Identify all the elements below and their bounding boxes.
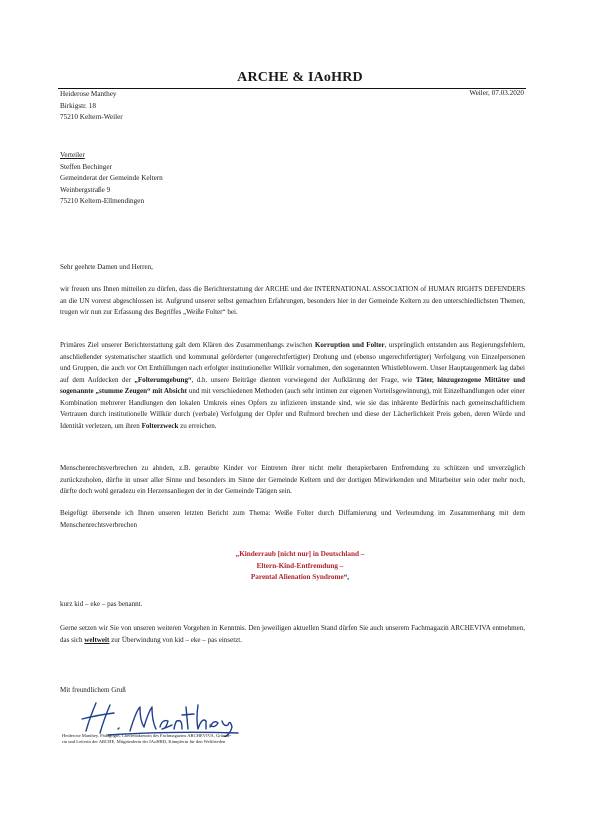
- recipient-address: [60, 150, 163, 208]
- sender-name: Heiderose Manthey: [60, 90, 117, 98]
- closing: Mit freundlichem Gruß: [60, 686, 126, 694]
- report-title-block: [150, 549, 450, 584]
- emphasis-folterzweck: Folterzweck: [141, 421, 179, 430]
- sender-street: Birkigstr. 18: [60, 101, 96, 110]
- paragraph-5: kurz kid – eke – pas benannt.: [60, 600, 143, 608]
- report-title-line-2: Eltern-Kind-Entfremdung –: [256, 561, 344, 570]
- recipient-city: 75210 Keltern-Ellmendingen: [60, 197, 145, 206]
- handwritten-signature: [78, 697, 248, 737]
- letterhead-title: ARCHE & IAoHRD: [237, 70, 363, 85]
- paragraph-4: Beigefügt übersende ich Ihnen unseren letzten Bericht zum Thema: Weiße Folter durch Diffamierung und Verleumdung im Zusammenhang mit dem Menschenrechtsverbrechen: [60, 509, 525, 529]
- paragraph-2: Primäres Ziel unserer Berichterstattung galt dem Klären des Zusammenhangs zwischen Korruption und Folter, ursprünglich entstanden aus Regierungsfehlern, anschließender systematischer staatlich und kommunal geförderter (ungerechtfertigter) Drohung und (ebenso ungerechtfertigter) Verfolgung von Einzelpersonen und Gruppen, die auch vor Ort Enthüllungen nach erfolgter institutioneller Willkür vornahmen, den sogenannten Whistleblowern. Unser Hauptaugenmerk lag dabei auf dem Aufdecken der „Folterumgebung“, d.h. unsere Beiträge dienten vorwiegend der Aufklärung der Frage, wie Täter, hinzugezogene Mittäter und sogenannte „stumme Zeugen“ mit Absicht und mit verschiedenen Methoden (auch sehr intimen zur eigenen Vorteilsgewinnung), mit Einzelhandlungen oder einer Kombination mehrerer Handlungen den lokalen Umkreis eines Opfers zu infizieren imstande sind, wie sie das inhärente Bedürfnis nach gemeinschaftlichem Vertrauen durch institutionelle Willkür durch (verbale) Verfolgung der Opfer und Rufmord brechen und diese der Lächerlichkeit Preis geben, deren Würde und Identität verletzen, um ihren Folterzweck zu erreichen.: [60, 341, 525, 430]
- signature-caption: Heiderose Manthey, Pädagogin, Chefredakteurin des Fachmagazins ARCHEVIVA, Gründe- rin und Leiterin der ARCHE, Mitgründerin der IAoHRD, Kämpferin für den Weltfrieden: [62, 733, 232, 744]
- emphasis-taeter: Täter, hinzugezogene Mittäter und sogenannte „stumme Zeugen“ mit Absicht: [60, 375, 525, 395]
- letter-date: Weiler, 07.03.2020: [469, 89, 524, 97]
- emphasis-weltweit: weltweit: [84, 635, 110, 644]
- report-title-line-1: „Kinderraub [nicht nur] in Deutschland –: [235, 550, 365, 558]
- paragraph-6: Gerne setzen wir Sie von unseren weiteren Vorgehen in Kenntnis. Den jeweiligen aktuellen Stand dürfen Sie auch unserem Fachmagazin ARCHEVIVA entnehmen, das sich weltweit zur Überwindung von kid – eke – pas einsetzt.: [60, 624, 525, 644]
- salutation: Sehr geehrte Damen und Herren,: [60, 263, 153, 271]
- report-title-line-3: Parental Alienation Syndrome“,: [250, 573, 350, 581]
- recipient-role: Gemeinderat der Gemeinde Keltern: [60, 174, 163, 183]
- recipient-street: Weinbergstraße 9: [60, 185, 111, 194]
- emphasis-folterumgebung: „Folterumgebung“: [134, 375, 192, 384]
- recipient-name: Steffen Bechinger: [60, 162, 112, 171]
- paragraph-3: Menschenrechtsverbrechen zu ahnden, z.B. geraubte Kinder vor Eintreten ihrer nicht mehr therapierbaren Entfremdung zu schützen und unverzüglich zurückzuholen, dürfte in unser aller Sinne und besonders im Sinne der Gemeinde Keltern und der dortigen Mitwirkenden und Mitarbeiter sein oder mehr noch, dürfte doch wohl geradezu ein Herzensanliegen der in der Gemeinde Tätigen sein.: [60, 464, 525, 495]
- sender-city: 75210 Keltern-Weiler: [60, 113, 123, 121]
- recipient-label: Verteiler: [60, 151, 85, 159]
- header-divider: [58, 88, 526, 89]
- paragraph-1: wir freuen uns Ihnen mitteilen zu dürfen, dass die Berichterstattung der ARCHE und der INTERNATIONAL ASSOCIATION of HUMAN RIGHTS DEFENDERS an die UN vorerst abgeschlossen ist. Aufgrund unserer selbst gemachten Erfahrungen, besonders hier in der Gemeinde Keltern zu den unterschiedlichsten Themen, trugen wir nun zur Erfassung des Begriffes „Weiße Folter“ bei.: [60, 285, 525, 316]
- sender-address: [60, 89, 123, 124]
- emphasis-korruption-folter: Korruption und Folter: [314, 341, 385, 349]
